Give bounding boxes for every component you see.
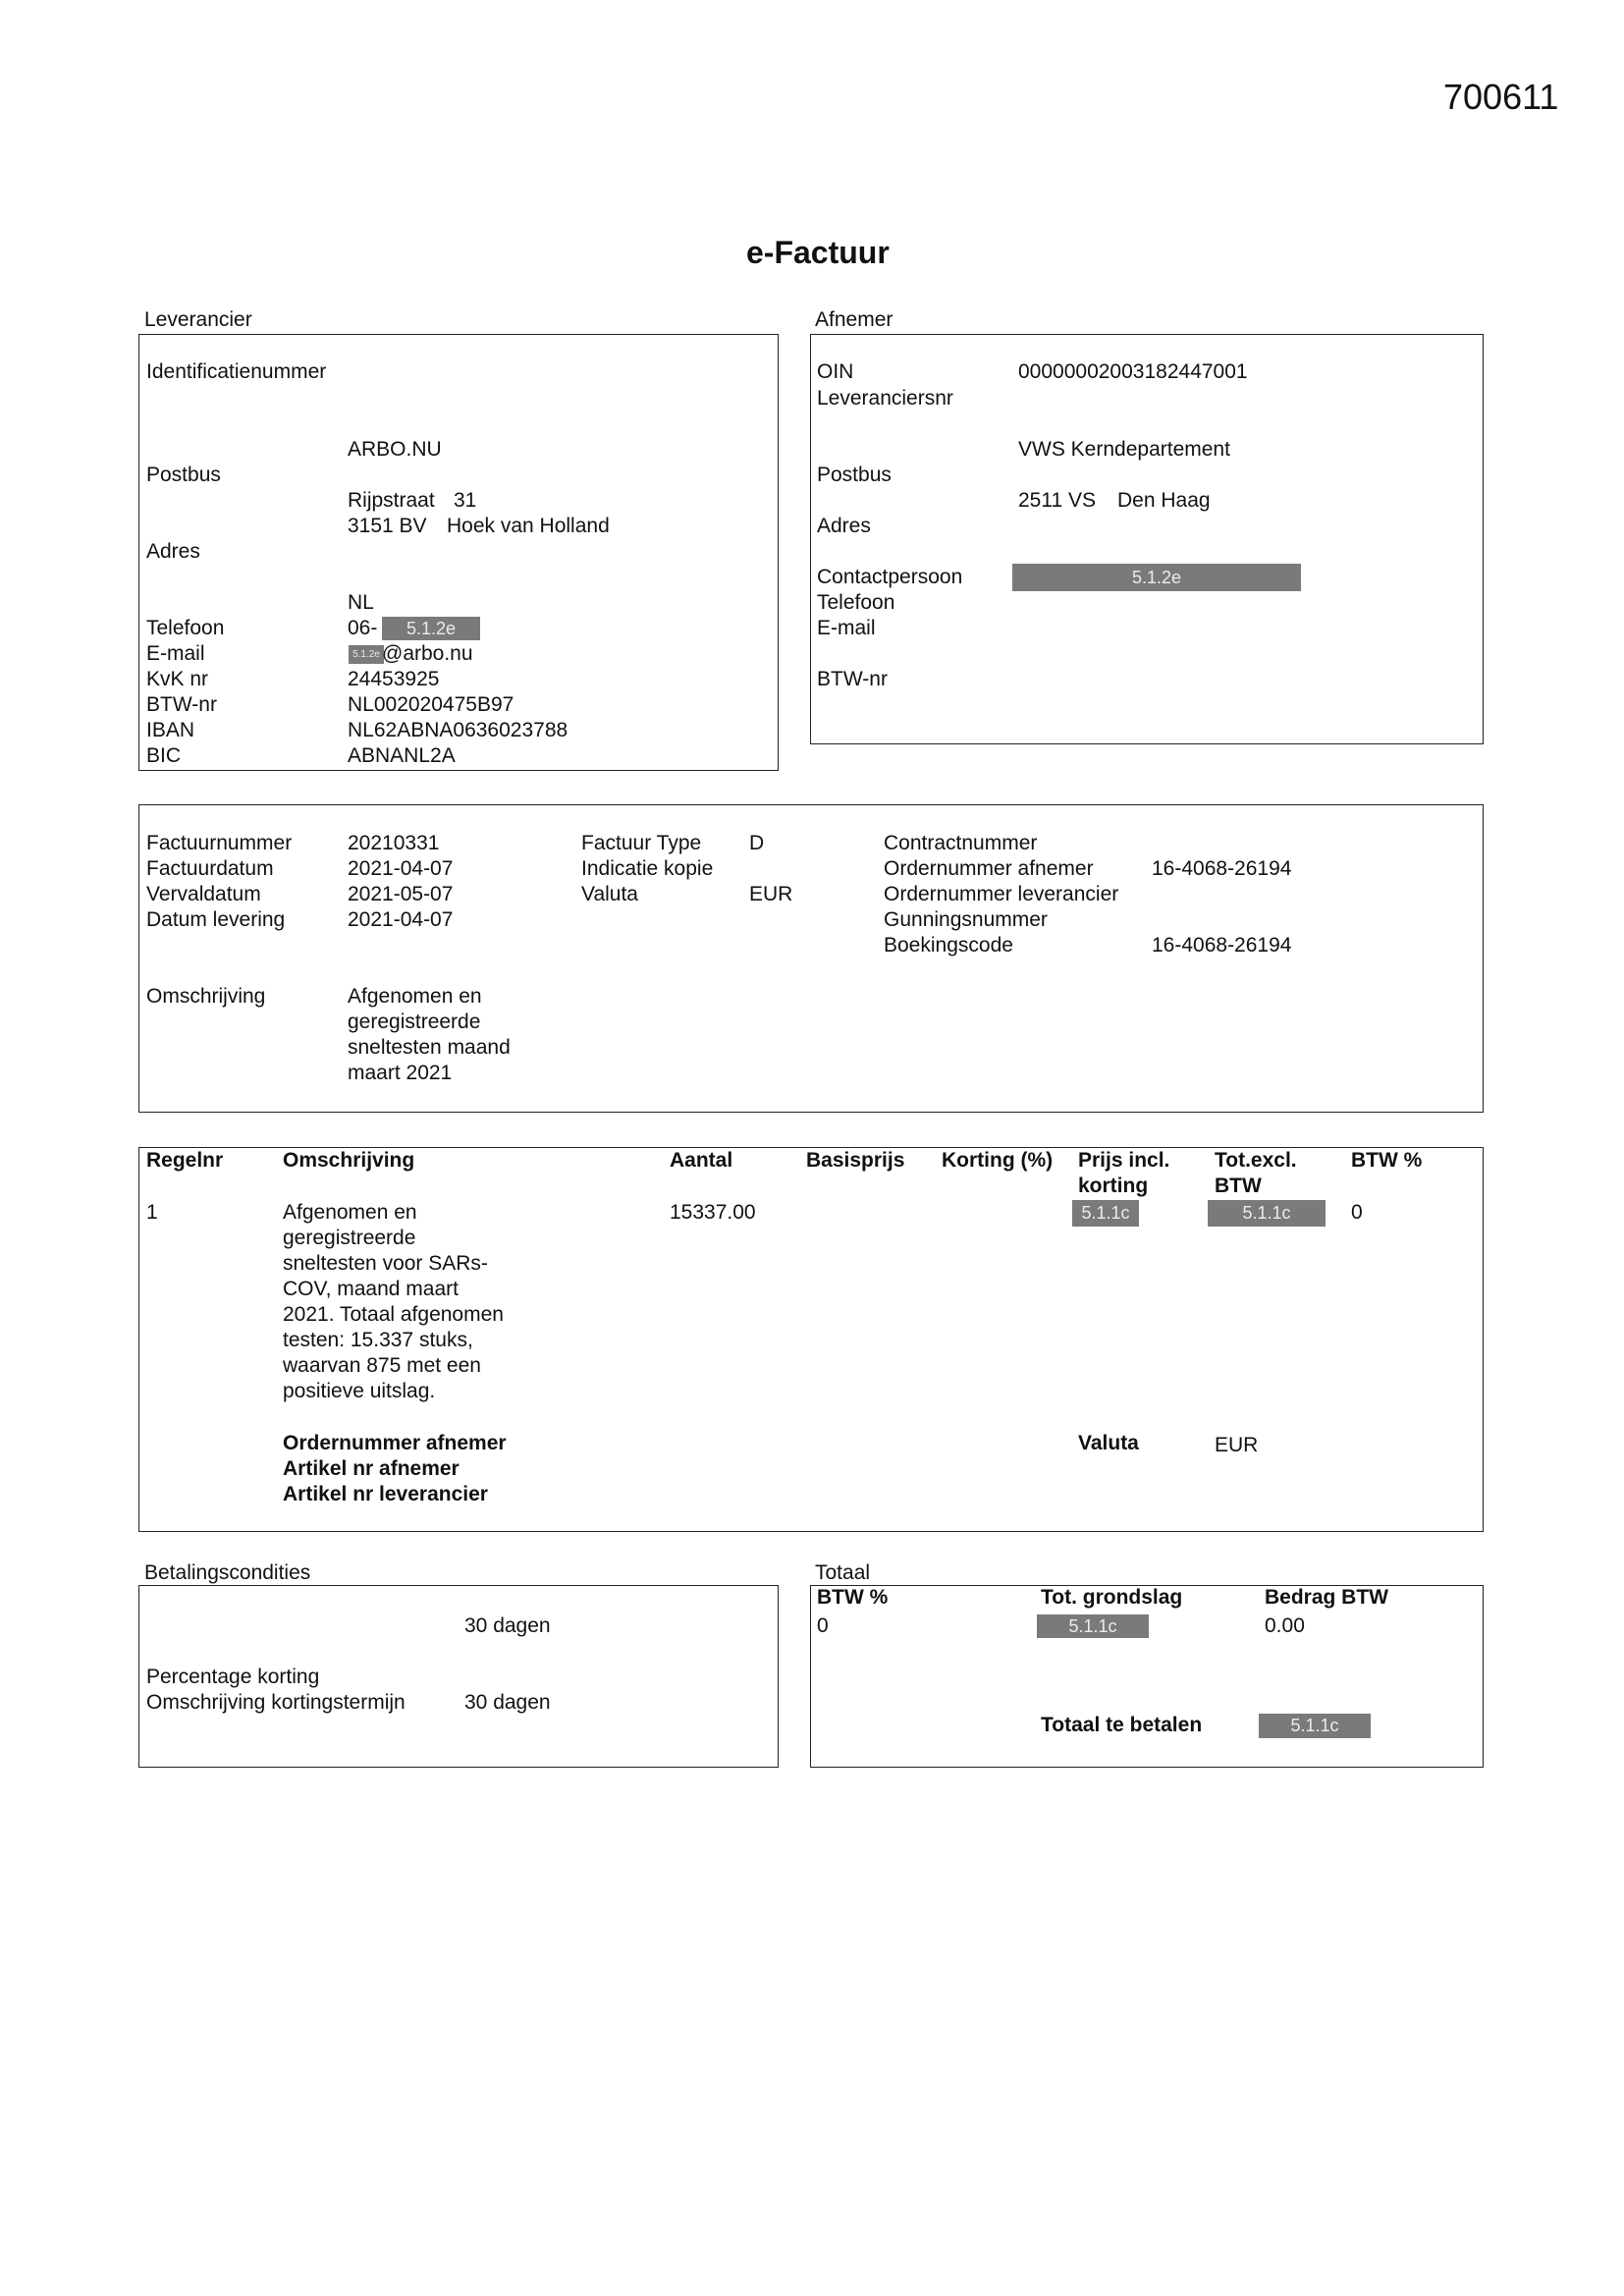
customer-label-adres: Adres: [817, 515, 871, 537]
col-header-tot-excl: Tot.excl.: [1215, 1149, 1297, 1172]
col-header-regelnr: Regelnr: [146, 1149, 224, 1172]
totals-box: [810, 1585, 1484, 1768]
page-title: e-Factuur: [746, 235, 890, 270]
line-aantal: 15337.00: [670, 1201, 756, 1224]
line-valuta-label: Valuta: [1078, 1432, 1139, 1454]
col-header-prijs-incl-korting: korting: [1078, 1175, 1149, 1197]
invoice-description-line: geregistreerde: [348, 1011, 481, 1033]
line-price-redaction: 5.1.1c: [1072, 1200, 1139, 1227]
supplier-label-bic: BIC: [146, 744, 182, 767]
invoice-boekingscode: 16-4068-26194: [1152, 934, 1292, 957]
supplier-label-telefoon: Telefoon: [146, 617, 225, 639]
supplier-country: NL: [348, 591, 374, 614]
invoice-label-contractnummer: Contractnummer: [884, 832, 1038, 854]
invoice-valuta: EUR: [749, 883, 793, 905]
line-description-line: sneltesten voor SARs-: [283, 1252, 488, 1275]
col-header-aantal: Aantal: [670, 1149, 733, 1172]
customer-label-btw: BTW-nr: [817, 668, 888, 690]
supplier-label-postbus: Postbus: [146, 464, 221, 486]
line-nr: 1: [146, 1201, 158, 1224]
totals-bedrag-btw: 0.00: [1265, 1614, 1305, 1637]
payment-heading: Betalingscondities: [144, 1561, 311, 1584]
payment-discount-term-label: Omschrijving kortingstermijn: [146, 1691, 406, 1714]
line-description-line: COV, maand maart: [283, 1278, 459, 1300]
customer-postcode: 2511 VS: [1018, 489, 1097, 512]
invoice-factuur-type: D: [749, 832, 765, 854]
line-description-line: waarvan 875 met een: [283, 1354, 481, 1377]
totals-header-bedrag-btw: Bedrag BTW: [1265, 1586, 1388, 1609]
line-footer-artikel-afnemer: Artikel nr afnemer: [283, 1457, 460, 1480]
invoice-label-ordernummer-leverancier: Ordernummer leverancier: [884, 883, 1119, 905]
line-valuta-value: EUR: [1215, 1434, 1259, 1456]
payment-term: 30 dagen: [464, 1614, 551, 1637]
supplier-phone-prefix: 06-: [348, 617, 378, 639]
supplier-bic: ABNANL2A: [348, 744, 456, 767]
line-description-line: testen: 15.337 stuks,: [283, 1329, 473, 1351]
customer-name: VWS Kerndepartement: [1018, 438, 1230, 461]
col-header-prijs-incl: Prijs incl.: [1078, 1149, 1170, 1172]
supplier-postcode: 3151 BV: [348, 515, 427, 537]
totals-heading: Totaal: [815, 1561, 871, 1584]
invoice-factuurnummer: 20210331: [348, 832, 440, 854]
customer-city: Den Haag: [1117, 489, 1211, 512]
invoice-label-ordernummer-afnemer: Ordernummer afnemer: [884, 857, 1094, 880]
supplier-label-btw: BTW-nr: [146, 693, 217, 716]
supplier-house-no: 31: [454, 489, 477, 512]
supplier-city: Hoek van Holland: [447, 515, 610, 537]
invoice-label-factuurdatum: Factuurdatum: [146, 857, 274, 880]
col-header-basisprijs: Basisprijs: [806, 1149, 905, 1172]
invoice-label-vervaldatum: Vervaldatum: [146, 883, 261, 905]
invoice-description-line: maart 2021: [348, 1062, 453, 1084]
invoice-label-gunningsnummer: Gunningsnummer: [884, 908, 1048, 931]
supplier-label-kvk: KvK nr: [146, 668, 209, 690]
col-header-tot-excl-btw: BTW: [1215, 1175, 1262, 1197]
totals-grondslag-redaction: 5.1.1c: [1037, 1614, 1149, 1638]
line-footer-ordernummer-afnemer: Ordernummer afnemer: [283, 1432, 507, 1454]
invoice-info-box: [138, 804, 1484, 1113]
supplier-kvk: 24453925: [348, 668, 440, 690]
line-description-line: positieve uitslag.: [283, 1380, 436, 1402]
customer-contact-redaction: 5.1.2e: [1012, 564, 1301, 591]
totals-total-redaction: 5.1.1c: [1259, 1714, 1371, 1738]
customer-label-oin: OIN: [817, 360, 854, 383]
invoice-ordernummer-afnemer: 16-4068-26194: [1152, 857, 1292, 880]
supplier-iban: NL62ABNA0636023788: [348, 719, 568, 741]
supplier-email-domain: @arbo.nu: [382, 642, 473, 665]
invoice-label-factuurnummer: Factuurnummer: [146, 832, 293, 854]
customer-oin: 00000002003182447001: [1018, 360, 1248, 383]
totals-header-btw-pct: BTW %: [817, 1586, 889, 1609]
invoice-label-factuur-type: Factuur Type: [581, 832, 702, 854]
invoice-factuurdatum: 2021-04-07: [348, 857, 454, 880]
invoice-label-indicatie-kopie: Indicatie kopie: [581, 857, 714, 880]
col-header-btw-pct: BTW %: [1351, 1149, 1423, 1172]
line-description-line: 2021. Totaal afgenomen: [283, 1303, 504, 1326]
invoice-label-datum-levering: Datum levering: [146, 908, 286, 931]
invoice-description-line: Afgenomen en: [348, 985, 482, 1008]
payment-discount-label: Percentage korting: [146, 1666, 320, 1688]
supplier-name: ARBO.NU: [348, 438, 442, 461]
invoice-label-boekingscode: Boekingscode: [884, 934, 1013, 957]
line-footer-artikel-leverancier: Artikel nr leverancier: [283, 1483, 488, 1505]
supplier-label-iban: IBAN: [146, 719, 195, 741]
document-number: 700611: [1443, 77, 1559, 117]
line-total-redaction: 5.1.1c: [1208, 1200, 1326, 1227]
payment-discount-term: 30 dagen: [464, 1691, 551, 1714]
supplier-label-id: Identificatienummer: [146, 360, 327, 383]
invoice-datum-levering: 2021-04-07: [348, 908, 454, 931]
customer-label-telefoon: Telefoon: [817, 591, 895, 614]
supplier-email-redaction: 5.1.2e: [349, 645, 384, 664]
line-btw-pct: 0: [1351, 1201, 1363, 1224]
supplier-street: Rijpstraat: [348, 489, 435, 512]
customer-label-contact: Contactpersoon: [817, 566, 963, 588]
customer-heading: Afnemer: [815, 308, 893, 331]
supplier-btw: NL002020475B97: [348, 693, 514, 716]
totals-header-grondslag: Tot. grondslag: [1041, 1586, 1183, 1609]
supplier-phone-redaction: 5.1.2e: [382, 617, 480, 640]
invoice-description-line: sneltesten maand: [348, 1036, 511, 1059]
supplier-heading: Leverancier: [144, 308, 252, 331]
customer-label-leveranciersnr: Leveranciersnr: [817, 387, 953, 410]
totals-btw-pct: 0: [817, 1614, 829, 1637]
invoice-vervaldatum: 2021-05-07: [348, 883, 454, 905]
col-header-omschrijving: Omschrijving: [283, 1149, 415, 1172]
col-header-korting: Korting (%): [942, 1149, 1054, 1172]
totals-total-label: Totaal te betalen: [1041, 1714, 1203, 1736]
invoice-description-label: Omschrijving: [146, 985, 266, 1008]
supplier-label-adres: Adres: [146, 540, 200, 563]
customer-label-email: E-mail: [817, 617, 876, 639]
line-description-line: geregistreerde: [283, 1227, 416, 1249]
supplier-label-email: E-mail: [146, 642, 205, 665]
customer-label-postbus: Postbus: [817, 464, 892, 486]
invoice-label-valuta: Valuta: [581, 883, 638, 905]
line-description-line: Afgenomen en: [283, 1201, 417, 1224]
